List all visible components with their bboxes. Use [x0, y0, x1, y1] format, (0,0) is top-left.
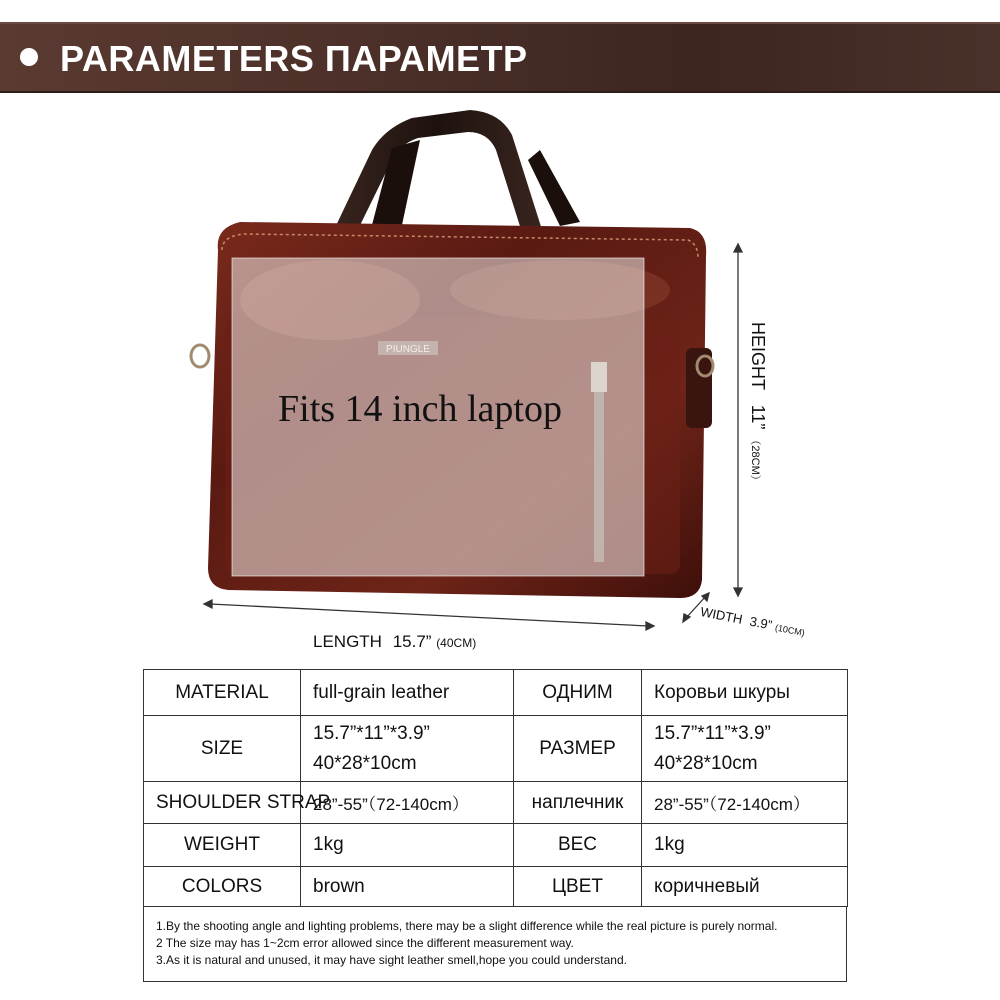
height-arrow — [734, 244, 742, 596]
height-dimension — [747, 322, 768, 486]
width-metric: (10CM) — [774, 622, 806, 639]
length-arrow — [204, 600, 654, 630]
spec-value-en: brown — [301, 867, 514, 907]
spec-label-ru: ВЕС — [514, 824, 642, 867]
width-value: 3.9” — [748, 613, 774, 633]
table-row — [144, 716, 848, 782]
spec-value-en: 28”-55”（72-140cm） — [301, 782, 514, 824]
note-line: 2 The size may has 1~2cm error allowed since the different measurement way. — [156, 936, 574, 950]
length-dimension — [313, 632, 476, 652]
product-image — [0, 95, 1000, 665]
bullet-icon — [20, 48, 38, 66]
spec-value-ru — [642, 716, 848, 782]
size-cm: 40*28*10cm — [654, 752, 758, 774]
spec-value-en: 1kg — [301, 824, 514, 867]
table-row — [144, 782, 848, 824]
size-cm: 40*28*10cm — [313, 752, 417, 774]
table-row — [144, 824, 848, 867]
spec-value-ru: 28”-55”（72-140cm） — [642, 782, 848, 824]
length-label: LENGTH — [313, 632, 382, 651]
note-line: 3.As it is natural and unused, it may have sight leather smell,hope you could understand. — [156, 953, 627, 967]
size-inches: 15.7”*11”*3.9” — [313, 722, 430, 744]
spec-value-en — [301, 716, 514, 782]
spec-label-ru: ЦВЕТ — [514, 867, 642, 907]
spec-label-ru: РАЗМЕР — [514, 716, 642, 782]
length-metric: (40CM) — [436, 636, 477, 650]
height-value: 11” — [748, 404, 768, 430]
params-table — [143, 669, 848, 907]
fits-laptop-label: Fits 14 inch laptop — [278, 388, 562, 430]
notes-box — [143, 906, 847, 982]
header-bar — [0, 22, 1000, 93]
table-row — [144, 867, 848, 907]
height-metric: （28CM） — [749, 434, 761, 486]
width-label: WIDTH — [699, 604, 744, 627]
length-value: 15.7” — [392, 632, 432, 651]
table-row — [144, 670, 848, 716]
spec-label-en: SIZE — [144, 716, 301, 782]
spec-label-ru: ОДНИМ — [514, 670, 642, 716]
size-inches: 15.7”*11”*3.9” — [654, 722, 771, 744]
spec-value-ru: Коровьи шкуры — [642, 670, 848, 716]
spec-value-ru: коричневый — [642, 867, 848, 907]
spec-label-en: MATERIAL — [144, 670, 301, 716]
spec-value-en: full-grain leather — [301, 670, 514, 716]
height-label: HEIGHT — [748, 322, 768, 390]
spec-label-en: COLORS — [144, 867, 301, 907]
note-line: 1.By the shooting angle and lighting problems, there may be a slight difference while the real picture is purely normal. — [156, 919, 778, 933]
spec-label-ru: наплечник — [514, 782, 642, 824]
spec-value-ru: 1kg — [642, 824, 848, 867]
spec-label-en: WEIGHT — [144, 824, 301, 867]
page-title: PARAMETERS ПАРАМЕТР — [60, 38, 528, 79]
spec-label-en: SHOULDER STRAP — [144, 782, 301, 824]
